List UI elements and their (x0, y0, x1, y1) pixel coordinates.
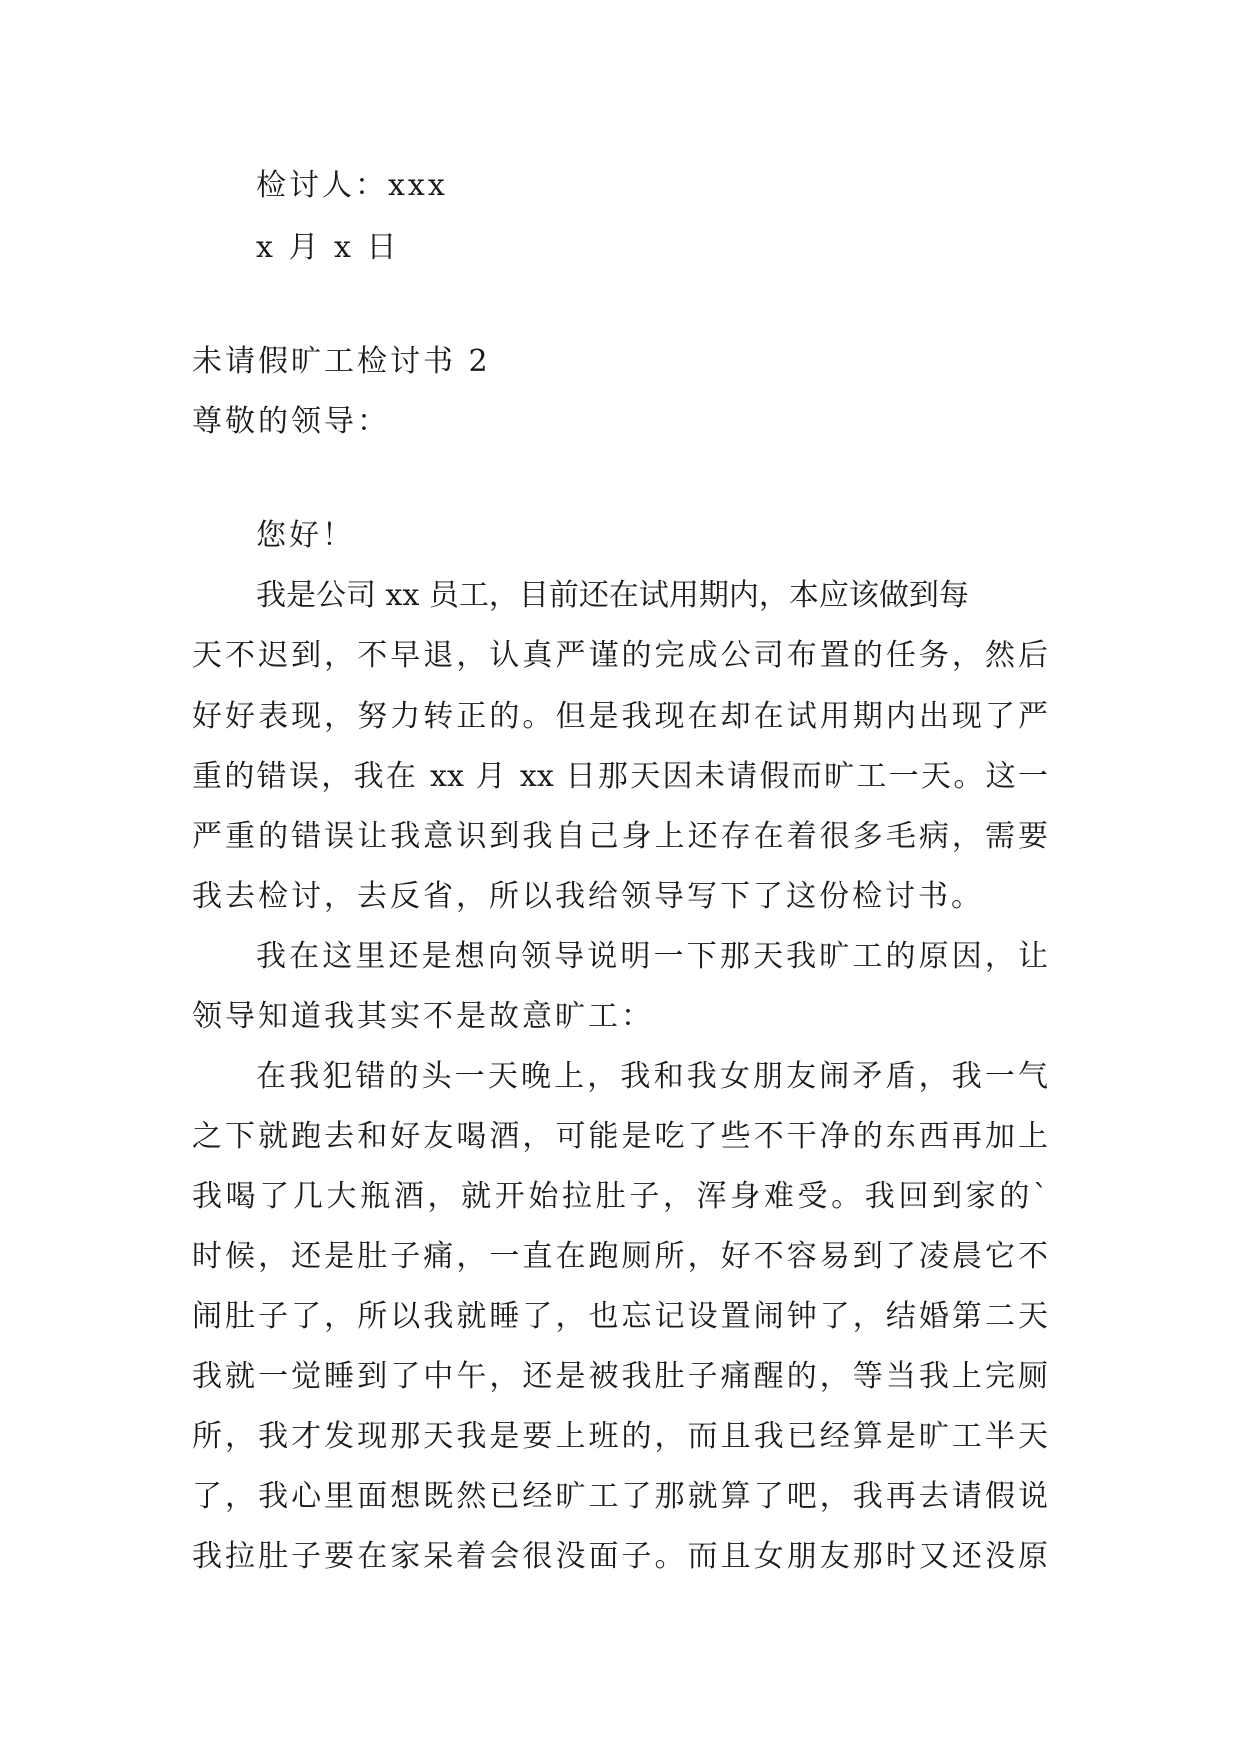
paragraph-line: 好好表现，努力转正的。但是我现在却在试用期内出现了严 (192, 699, 1048, 734)
reviewer-signature: 检讨人：xxx (256, 168, 448, 203)
paragraph-line: 我在这里还是想向领导说明一下那天我旷工的原因，让 (256, 939, 1048, 974)
paragraph-line: 我是公司 xx 员工，目前还在试用期内，本应该做到每 (256, 578, 969, 613)
paragraph-line: 天不迟到，不早退，认真严谨的完成公司布置的任务，然后 (192, 638, 1048, 673)
paragraph-line: 闹肚子了，所以我就睡了，也忘记设置闹钟了，结婚第二天 (192, 1299, 1048, 1334)
paragraph-line: 时候，还是肚子痛，一直在跑厕所，好不容易到了凌晨它不 (192, 1239, 1048, 1274)
paragraph-line: 所，我才发现那天我是要上班的，而且我已经算是旷工半天 (192, 1419, 1048, 1454)
paragraph-line: 我去检讨，去反省，所以我给领导写下了这份检讨书。 (192, 879, 984, 914)
paragraph-line: 领导知道我其实不是故意旷工： (192, 999, 654, 1034)
section-title: 未请假旷工检讨书 2 (192, 344, 491, 379)
paragraph-line: 之下就跑去和好友喝酒，可能是吃了些不干净的东西再加上 (192, 1119, 1048, 1154)
signature-date: x 月 x 日 (256, 230, 400, 265)
greeting: 您好！ (256, 518, 355, 553)
paragraph-line: 我拉肚子要在家呆着会很没面子。而且女朋友那时又还没原 (192, 1539, 1048, 1574)
paragraph-line: 了，我心里面想既然已经旷工了那就算了吧，我再去请假说 (192, 1479, 1048, 1514)
paragraph-line: 严重的错误让我意识到我自己身上还存在着很多毛病，需要 (192, 819, 1048, 854)
paragraph-line: 在我犯错的头一天晚上，我和我女朋友闹矛盾，我一气 (256, 1059, 1048, 1094)
paragraph-line: 我喝了几大瓶酒，就开始拉肚子，浑身难受。我回到家的` (192, 1179, 1048, 1214)
paragraph-line: 我就一觉睡到了中午，还是被我肚子痛醒的，等当我上完厕 (192, 1359, 1048, 1394)
paragraph-line: 重的错误，我在 xx 月 xx 日那天因未请假而旷工一天。这一 (192, 759, 1048, 794)
salutation: 尊敬的领导： (192, 404, 390, 439)
